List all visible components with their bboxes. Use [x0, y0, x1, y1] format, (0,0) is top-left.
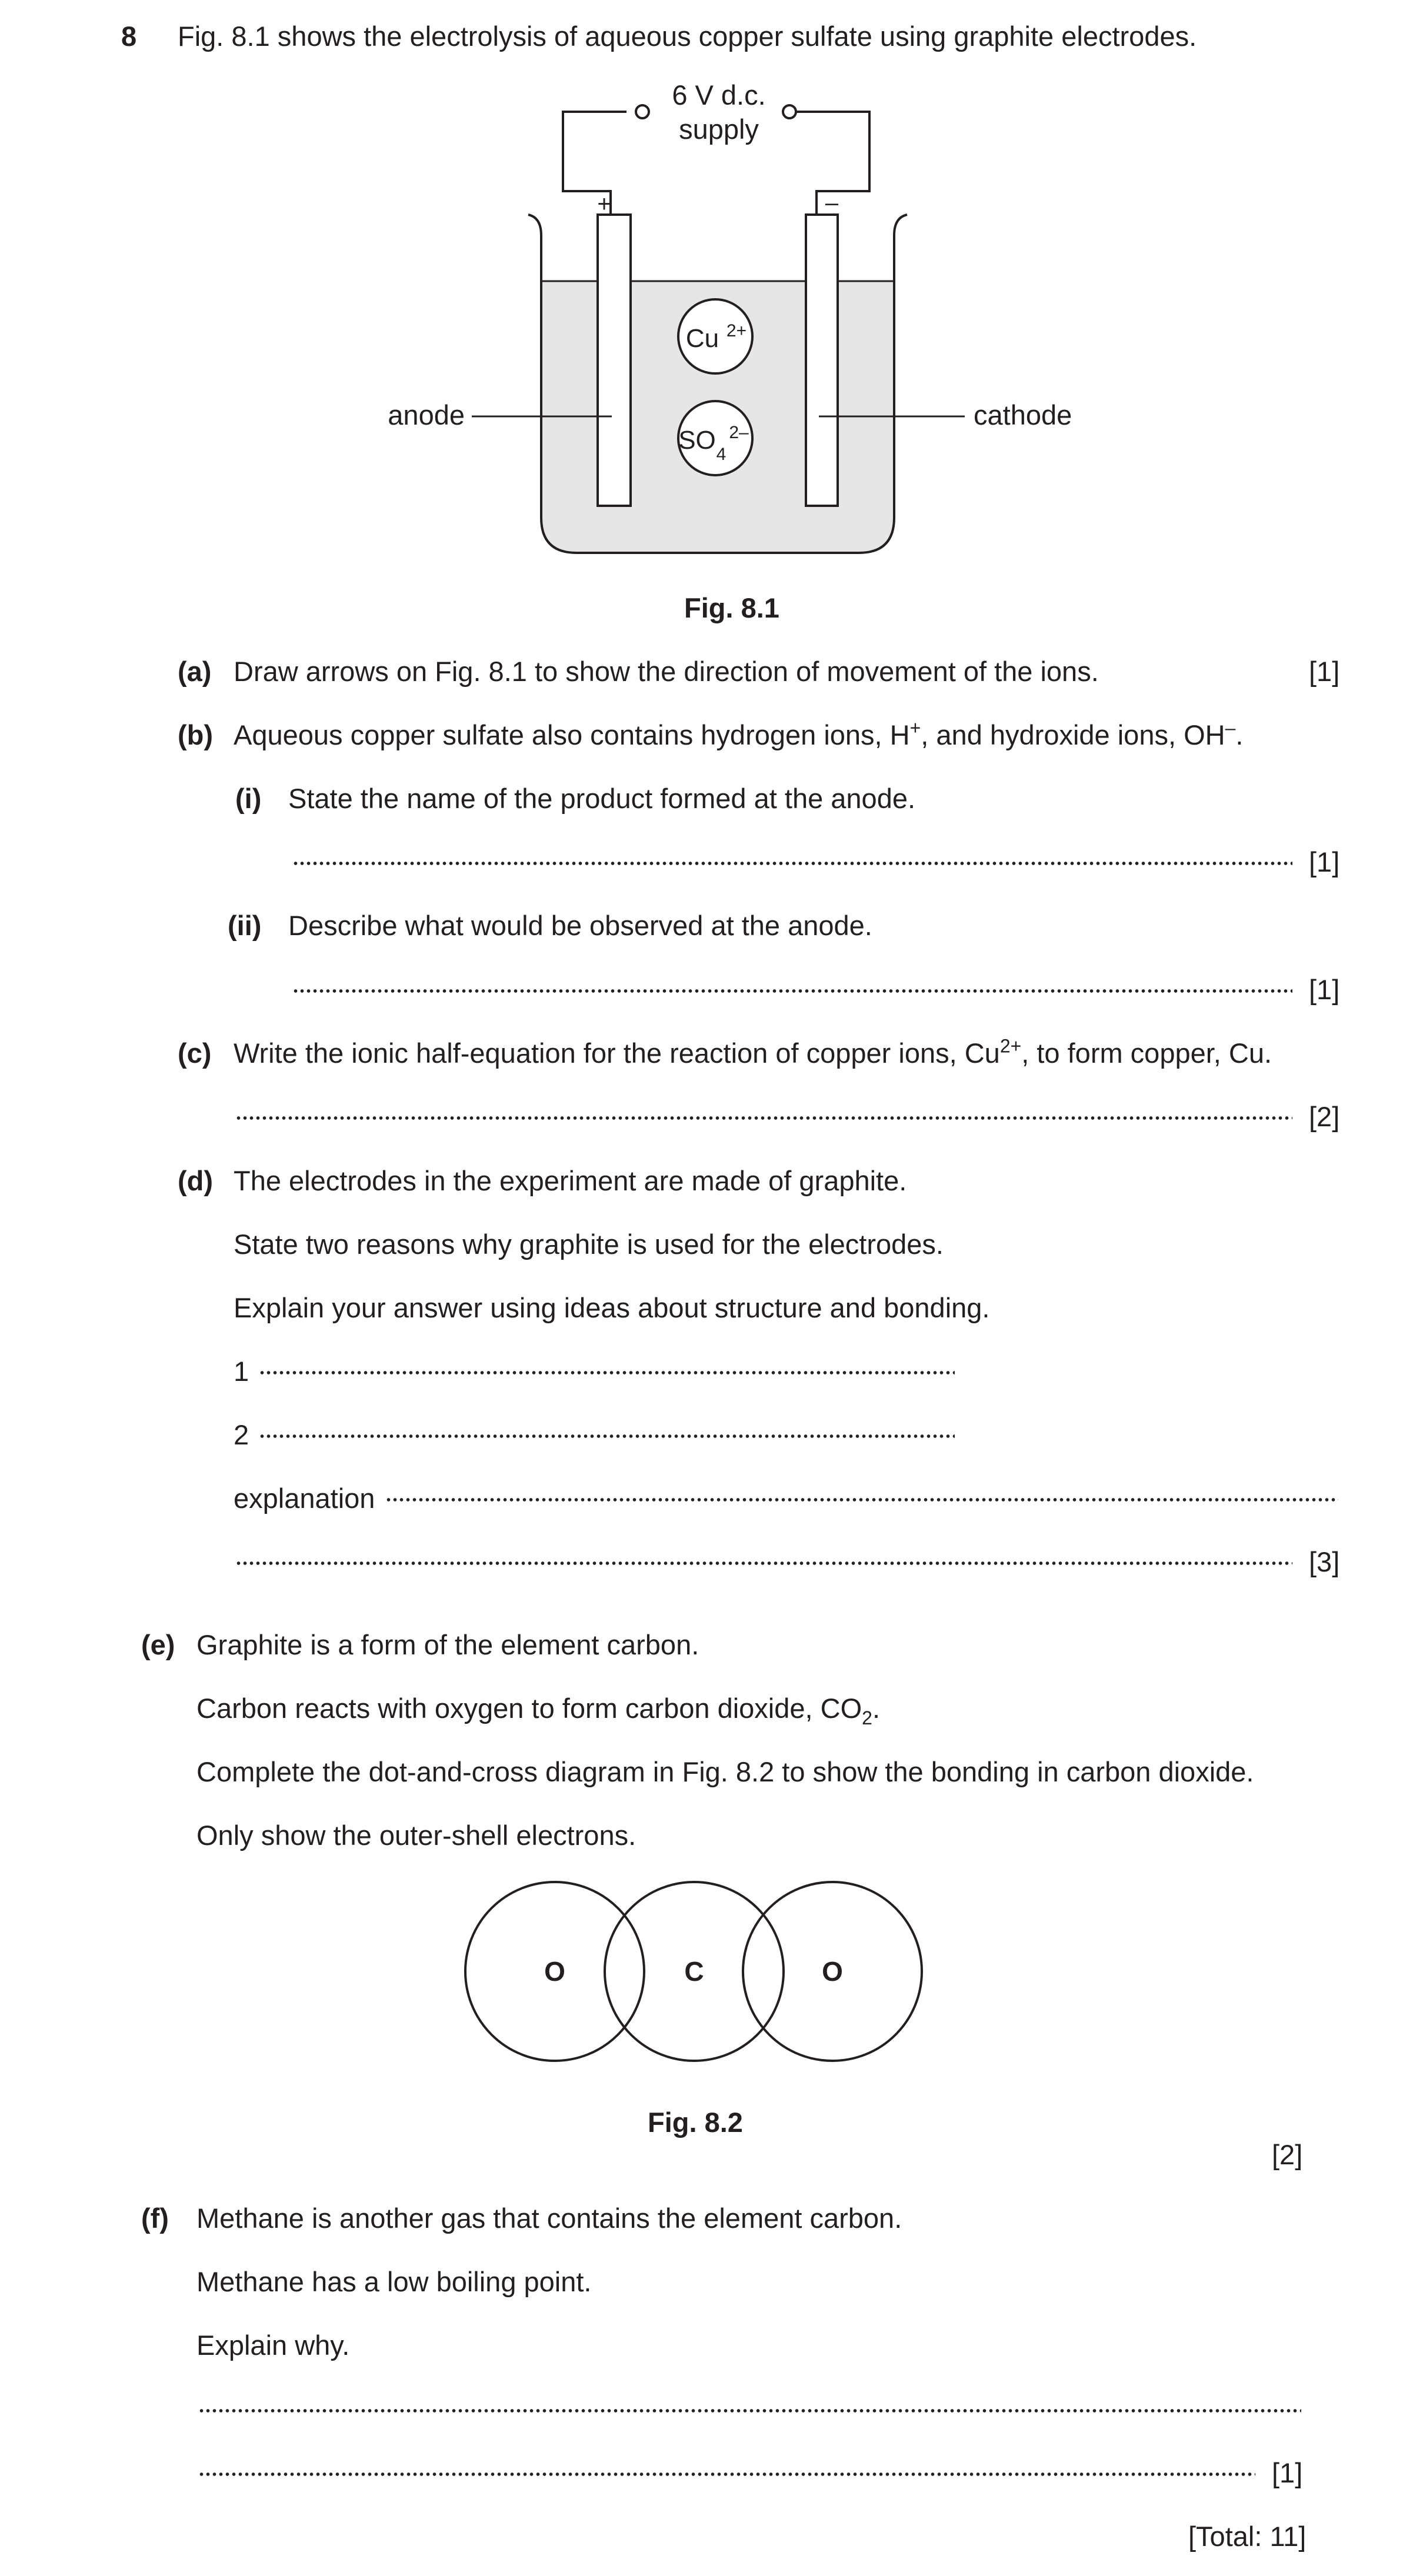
part-d-reason2-answer-line[interactable]: [259, 1434, 955, 1438]
part-b-ii-marks: [1]: [1309, 974, 1340, 1005]
part-b-i-text: State the name of the product formed at the anode.: [288, 783, 916, 814]
part-f-answer-line-2[interactable]: [198, 2472, 1255, 2476]
carbon-atom-symbol: C: [684, 1956, 704, 1987]
part-b-label: (b): [178, 719, 214, 750]
plus-sign: +: [597, 191, 611, 217]
part-d-line2: State two reasons why graphite is used for the electrodes.: [234, 1229, 944, 1260]
minus-sign: –: [825, 190, 839, 216]
cathode-label: cathode: [974, 399, 1072, 431]
part-d-explanation-label: explanation: [234, 1483, 375, 1514]
part-f-label: (f): [141, 2203, 169, 2234]
part-b-i-marks: [1]: [1309, 846, 1340, 877]
sulfate-ion-label: SO: [678, 426, 716, 455]
positive-terminal: [636, 105, 649, 118]
part-b-i-answer-line[interactable]: [292, 862, 1292, 865]
question-intro: Fig. 8.1 shows the electrolysis of aqueous copper sulfate using graphite electrodes.: [178, 21, 1197, 52]
part-f-answer-line-1[interactable]: [198, 2409, 1301, 2413]
part-e-marks: [2]: [1272, 2139, 1303, 2170]
question-number: 8: [121, 21, 137, 52]
part-c-label: (c): [178, 1037, 212, 1069]
part-d-reason2-label: 2: [234, 1419, 249, 1450]
part-a-label: (a): [178, 656, 212, 687]
part-d-line3: Explain your answer using ideas about structure and bonding.: [234, 1292, 990, 1323]
part-f-marks: [1]: [1272, 2457, 1303, 2488]
part-c-answer-line[interactable]: [235, 1116, 1292, 1120]
part-f-line2: Methane has a low boiling point.: [196, 2266, 592, 2297]
supply-label-line2: supply: [679, 114, 759, 145]
part-a-marks: [1]: [1309, 656, 1340, 687]
part-c-marks: [2]: [1309, 1101, 1340, 1132]
total-marks: [Total: 11]: [1188, 2521, 1307, 2552]
part-e-line3: Complete the dot-and-cross diagram in Fig. 8.2 to show the bonding in carbon dioxide.: [196, 1756, 1254, 1787]
fig82-caption: Fig. 8.2: [648, 2107, 743, 2138]
part-f-line3: Explain why.: [196, 2330, 350, 2361]
copper-ion-label: Cu: [685, 324, 719, 353]
part-b-ii-text: Describe what would be observed at the anode.: [288, 910, 872, 941]
positive-wire: [563, 112, 626, 215]
part-c-text: Write the ionic half-equation for the reaction of copper ions, $Cu^{2+}$, to form copper, Cu.: [234, 1035, 1272, 1069]
part-a-text: Draw arrows on Fig. 8.1 to show the direction of movement of the ions.: [234, 656, 1099, 687]
part-d-line1: The electrodes in the experiment are made of graphite.: [234, 1165, 907, 1196]
sulfate-ion-charge: 2–: [729, 423, 749, 442]
anode-label: anode: [388, 399, 465, 431]
part-b-ii-label: (ii): [228, 910, 262, 941]
part-b-i-label: (i): [235, 783, 262, 814]
part-e-line4: Only show the outer-shell electrons.: [196, 1820, 636, 1851]
oxygen-atom-left-symbol: O: [544, 1956, 565, 1987]
part-b-ii-answer-line[interactable]: [292, 989, 1292, 993]
part-e-label: (e): [141, 1629, 175, 1660]
part-e-line2: Carbon reacts with oxygen to form carbon dioxide, $CO_2$.: [196, 1693, 880, 1729]
part-d-label: (d): [178, 1165, 214, 1196]
sulfate-ion-subscript: 4: [716, 445, 727, 464]
part-e-line1: Graphite is a form of the element carbon.: [196, 1629, 699, 1660]
fig81-caption: Fig. 8.1: [684, 592, 779, 623]
electrolysis-diagram: [0, 0, 1423, 647]
copper-ion-charge: 2+: [726, 321, 747, 341]
part-b-text: Aqueous copper sulfate also contains hydrogen ions, H+, and hydroxide ions, OH–.: [234, 717, 1244, 750]
part-d-reason1-label: 1: [234, 1356, 249, 1387]
part-f-line1: Methane is another gas that contains the element carbon.: [196, 2203, 902, 2234]
supply-label-line1: 6 V d.c.: [672, 79, 766, 111]
co2-dot-cross-diagram[interactable]: [0, 1853, 1423, 2088]
part-d-reason1-answer-line[interactable]: [259, 1371, 955, 1374]
part-d-explanation-answer-line-2[interactable]: [235, 1561, 1292, 1565]
part-d-marks: [3]: [1309, 1546, 1340, 1577]
anode-electrode: [598, 215, 631, 506]
cathode-electrode: [806, 215, 838, 506]
part-d-explanation-answer-line-1[interactable]: [385, 1498, 1338, 1501]
oxygen-atom-right-symbol: O: [822, 1956, 843, 1987]
negative-terminal: [783, 105, 796, 118]
